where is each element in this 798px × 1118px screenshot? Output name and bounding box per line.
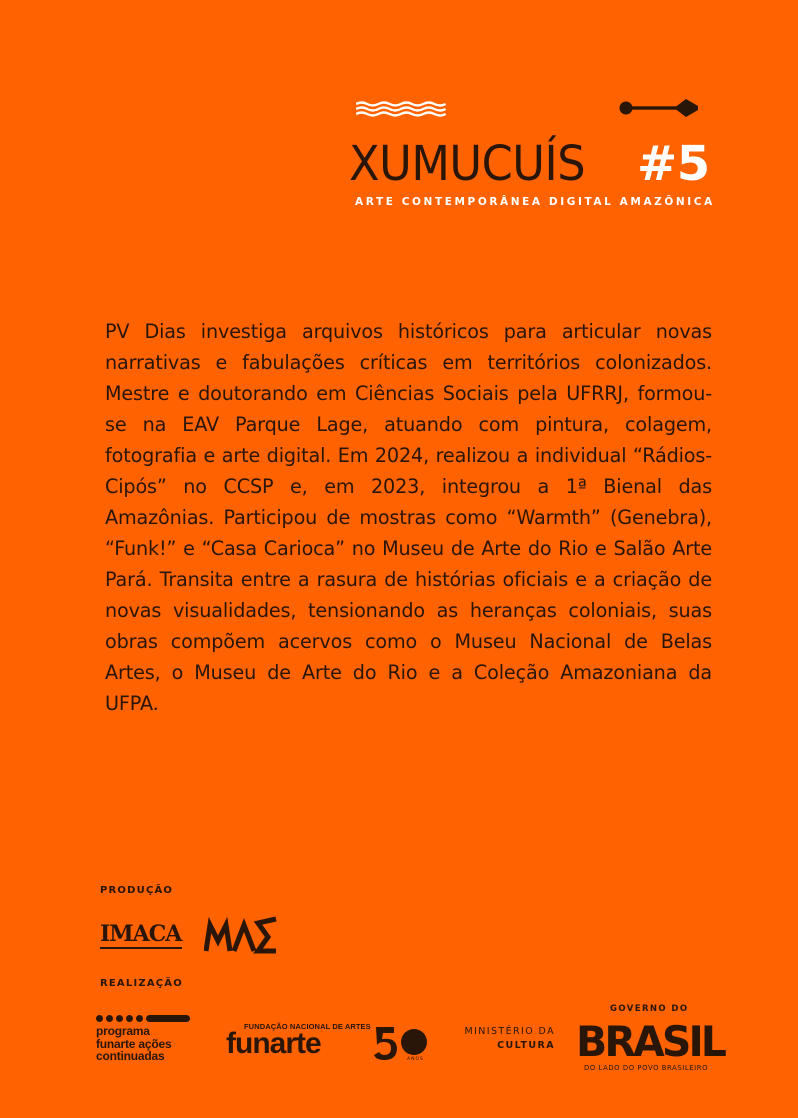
paddle-icon (618, 97, 700, 119)
title-name: XUMUCUÍS (349, 136, 586, 192)
svg-text:BRASIL: BRASIL (576, 1018, 726, 1062)
ministerio-line2: CULTURA (497, 1040, 555, 1051)
waves-icon (356, 101, 446, 117)
programa-funarte-logo (96, 1013, 200, 1065)
ministerio-line1: MINISTÉRIO DA (464, 1026, 555, 1037)
page-subtitle: ARTE CONTEMPORÂNEA DIGITAL AMAZÔNICA (355, 196, 715, 208)
funarte-wordmark: funarte (226, 1027, 321, 1060)
ministerio-cultura-logo (455, 1026, 555, 1051)
svg-text:ANOS: ANOS (407, 1057, 424, 1062)
brasil-wordmark (576, 1018, 726, 1062)
governo-top-text: GOVERNO DO (610, 1004, 689, 1014)
imaca-logo-text: IMACA (100, 921, 182, 947)
governo-brasil-logo (576, 1004, 726, 1074)
imaca-logo (100, 921, 182, 953)
programa-logo-text: programa funarte ações continuadas (96, 1024, 172, 1063)
programa-dots-icon (96, 1013, 200, 1023)
mas-logo (204, 915, 280, 957)
realizacao-label: REALIZAÇÃO (100, 978, 183, 989)
title-number: #5 (637, 136, 710, 192)
governo-bottom-text: DO LADO DO POVO BRASILEIRO (584, 1064, 709, 1072)
artist-bio: PV Dias investiga arquivos históricos para articular novas narrativas e fabulações críticas em territórios colonizados. Mestre e doutorando em Ciências Sociais pela UFRRJ, formou-se na EAV Parque Lage, atuando com pintura, colagem, fotografia e arte digital. Em 2024, realizou a individual “Rádios-Cipós” no CCSP e, em 2023, integrou a 1ª Bienal das Amazônias. Participou de mostras como “Warmth” (Genebra), “Funk!” e “Casa Carioca” no Museu de Arte do Rio e Salão Arte Pará. Transita entre a rasura de histórias oficiais e a criação de novas visualidades, tensionando as heranças coloniais, suas obras compõem acervos como o Museu Nacional de Belas Artes, o Museu de Arte do Rio e a Coleção Amazoniana da UFPA. (105, 320, 712, 715)
funarte-subtitle: FUNDAÇÃO NACIONAL DE ARTES (244, 1022, 371, 1031)
funarte-logo (226, 1020, 432, 1064)
page-title (349, 138, 709, 190)
funarte-50-anos-icon (372, 1024, 430, 1062)
producao-label: PRODUÇÃO (100, 885, 174, 896)
